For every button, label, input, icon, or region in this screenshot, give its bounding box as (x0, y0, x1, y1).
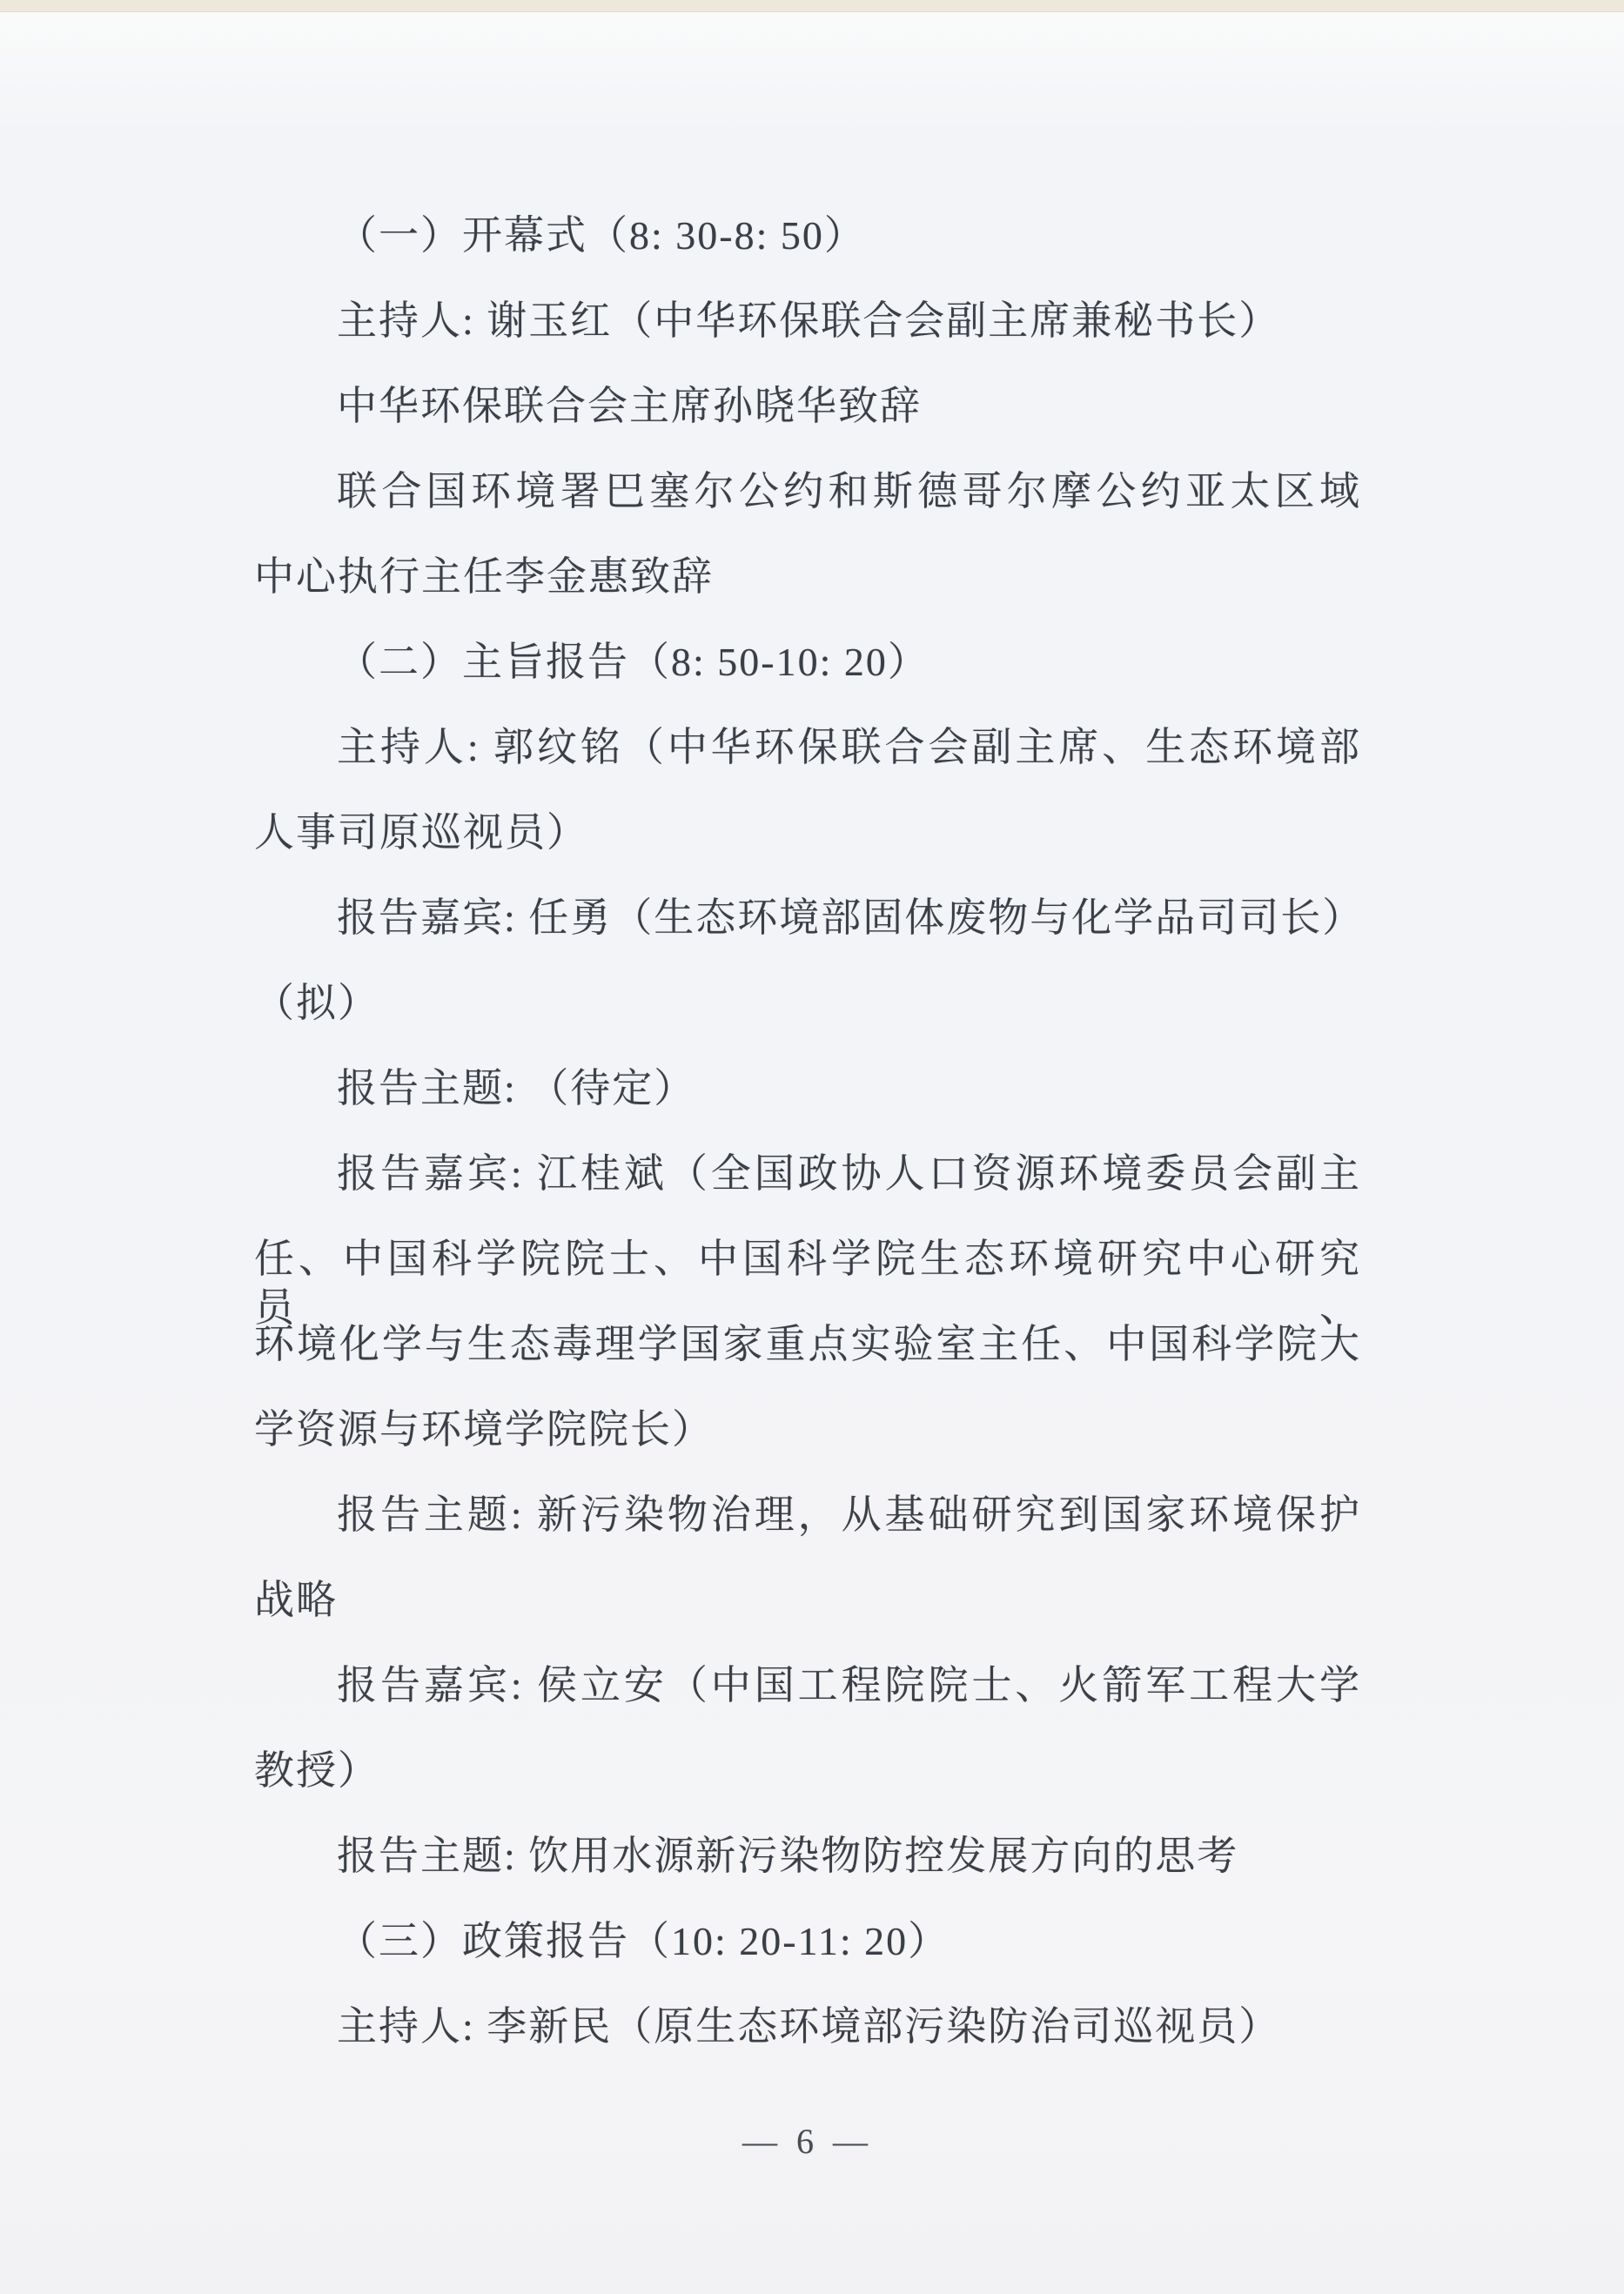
text-line: （三）政策报告（10: 20-11: 20） (337, 1919, 950, 1963)
text-line: 报告嘉宾: 侯立安（中国工程院院士、火箭军工程大学 (337, 1663, 1361, 1707)
text-line: 报告主题: （待定） (337, 1066, 696, 1110)
text-line: 中心执行主任李金惠致辞 (254, 554, 714, 599)
text-line: 环境化学与生态毒理学国家重点实验室主任、中国科学院大 (254, 1322, 1361, 1366)
text-line: （一）开幕式（8: 30-8: 50） (337, 213, 866, 258)
text-line: 主持人: 谢玉红（中华环保联合会副主席兼秘书长） (337, 298, 1281, 343)
text-line: 中华环保联合会主席孙晓华致辞 (337, 384, 922, 428)
text-line: 报告主题: 饮用水源新污染物防控发展方向的思考 (337, 1834, 1239, 1878)
text-line: 教授） (254, 1748, 379, 1793)
text-line: 联合国环境署巴塞尔公约和斯德哥尔摩公约亚太区域 (337, 469, 1361, 513)
text-line: （二）主旨报告（8: 50-10: 20） (337, 640, 929, 684)
text-line: 报告嘉宾: 任勇（生态环境部固体废物与化学品司司长） (337, 895, 1365, 940)
text-line: 学资源与环境学院院长） (254, 1407, 714, 1452)
page-number: — 6 — (742, 2122, 873, 2161)
text-line: 报告嘉宾: 江桂斌（全国政协人口资源环境委员会副主 (337, 1151, 1361, 1196)
scan-edge-top (0, 0, 1624, 12)
text-line: （拟） (254, 981, 379, 1025)
text-line: 主持人: 郭纹铭（中华环保联合会副主席、生态环境部 (337, 725, 1361, 769)
text-line: 任、中国科学院院士、中国科学院生态环境研究中心研究员、 (254, 1237, 1361, 1330)
text-line: 主持人: 李新民（原生态环境部污染防治司巡视员） (337, 2004, 1281, 2049)
agenda-text-block (254, 211, 1365, 2088)
text-line: 战略 (254, 1578, 338, 1622)
text-line: 人事司原巡视员） (254, 810, 588, 855)
text-line: 报告主题: 新污染物治理，从基础研究到国家环境保护 (337, 1492, 1361, 1537)
